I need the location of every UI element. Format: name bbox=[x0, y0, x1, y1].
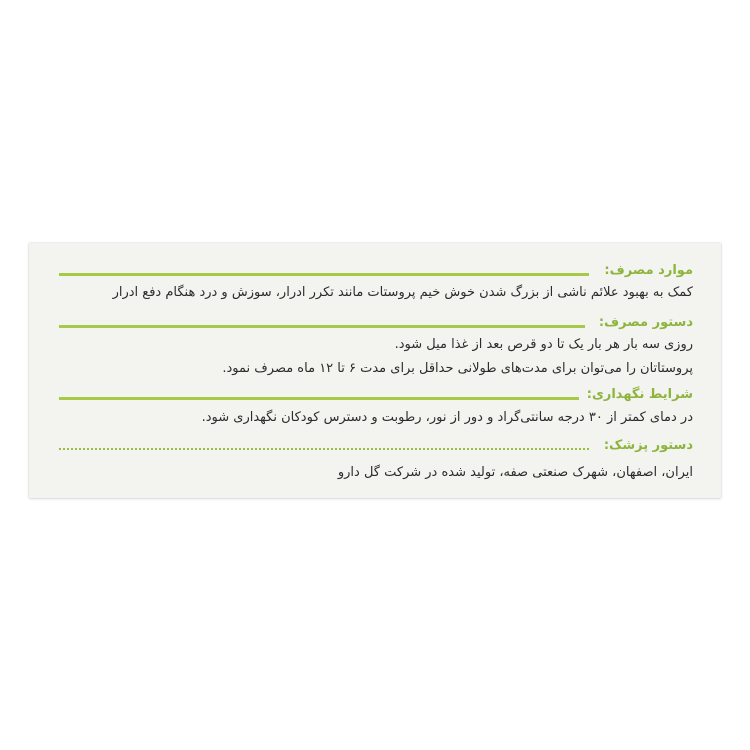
storage-text: در دمای کمتر از ۳۰ درجه سانتی‌گراد و دور از نور، رطوبت و دسترس کودکان نگهداری شود. bbox=[201, 410, 693, 425]
dosage-text-line-1: روزی سه بار هر بار یک تا دو قرص بعد از غذا میل شود. bbox=[394, 337, 693, 352]
prescription-section-header bbox=[59, 435, 693, 459]
prescription-title: دستور پزشک: bbox=[603, 438, 693, 453]
dosage-section-header bbox=[59, 312, 693, 336]
usage-title: موارد مصرف: bbox=[604, 263, 693, 278]
prescription-divider bbox=[59, 448, 589, 450]
usage-text: کمک به بهبود علائم ناشی از بزرگ شدن خوش خیم پروستات مانند تکرر ادرار، سوزش و درد هنگام دفع ادرار bbox=[112, 285, 693, 300]
storage-title: شرایط نگهداری: bbox=[586, 387, 693, 402]
usage-divider bbox=[59, 273, 589, 276]
dosage-divider bbox=[59, 325, 585, 328]
dosage-title: دستور مصرف: bbox=[598, 315, 693, 330]
usage-section-header bbox=[59, 260, 693, 284]
storage-section-header bbox=[59, 384, 693, 408]
storage-divider bbox=[59, 397, 579, 400]
manufacturer-text: ایران، اصفهان، شهرک صنعتی صفه، تولید شده در شرکت گل دارو bbox=[337, 465, 693, 480]
dosage-text-line-2: پروستاتان را می‌توان برای مدت‌های طولانی حداقل برای مدت ۶ تا ۱۲ ماه مصرف نمود. bbox=[222, 361, 693, 376]
package-label-panel bbox=[29, 243, 721, 498]
